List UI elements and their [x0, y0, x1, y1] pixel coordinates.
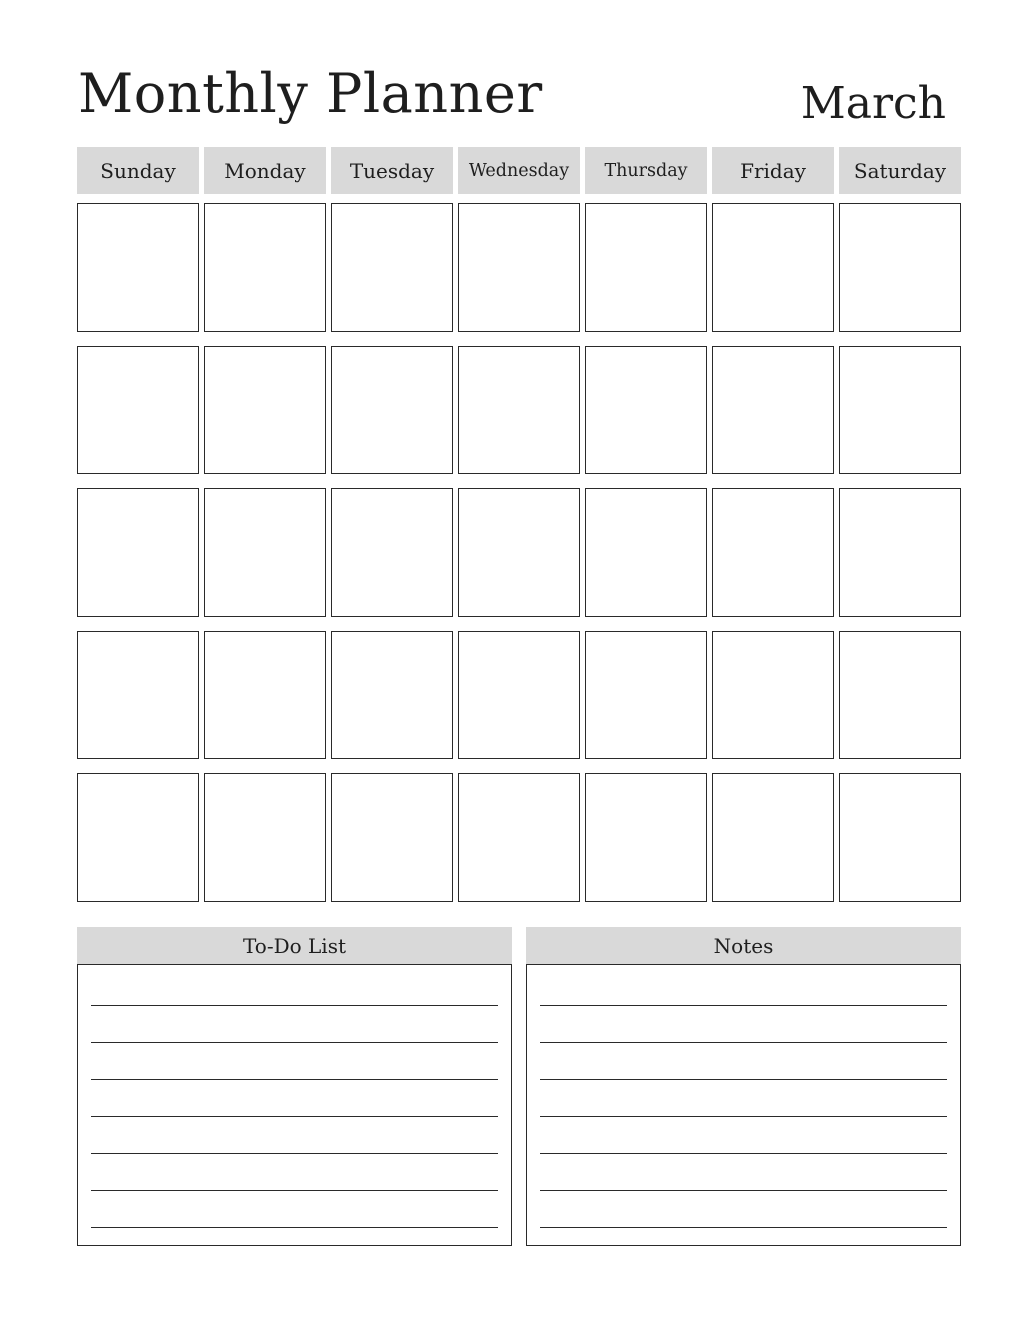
day-cell — [204, 773, 326, 902]
notes-writing-line — [540, 1079, 947, 1080]
day-cell — [712, 631, 834, 760]
day-cell — [331, 488, 453, 617]
weekday-header-wednesday: Wednesday — [458, 147, 580, 194]
day-cell — [331, 203, 453, 332]
day-cell — [77, 488, 199, 617]
todo-writing-line — [91, 1079, 498, 1080]
day-cell — [712, 773, 834, 902]
weekday-header-saturday: Saturday — [839, 147, 961, 194]
day-cell — [712, 346, 834, 475]
todo-writing-line — [91, 1116, 498, 1117]
day-cell — [331, 631, 453, 760]
day-cell — [585, 346, 707, 475]
weekday-header-tuesday: Tuesday — [331, 147, 453, 194]
day-cell — [458, 773, 580, 902]
day-cell — [331, 773, 453, 902]
notes-writing-line — [540, 1153, 947, 1154]
day-cell — [204, 346, 326, 475]
todo-writing-line — [91, 1005, 498, 1006]
todo-writing-line — [91, 1153, 498, 1154]
notes-writing-line — [540, 1042, 947, 1043]
todo-list-header: To-Do List — [77, 927, 512, 964]
weekday-header-row — [77, 147, 961, 194]
weekday-header-thursday: Thursday — [585, 147, 707, 194]
day-cell — [712, 488, 834, 617]
notes-body — [526, 964, 961, 1246]
day-cell — [839, 631, 961, 760]
notes-writing-line — [540, 1190, 947, 1191]
planner-title: Monthly Planner — [78, 62, 543, 125]
notes-writing-line — [540, 1005, 947, 1006]
month-label: March — [800, 78, 946, 129]
day-cell — [458, 488, 580, 617]
todo-list-body — [77, 964, 512, 1246]
day-cell — [458, 203, 580, 332]
day-cell — [458, 346, 580, 475]
day-cell — [77, 203, 199, 332]
day-cell — [458, 631, 580, 760]
day-cell — [77, 346, 199, 475]
day-cell — [712, 203, 834, 332]
weekday-header-friday: Friday — [712, 147, 834, 194]
notes-header: Notes — [526, 927, 961, 964]
day-cell — [839, 773, 961, 902]
notes-writing-line — [540, 1227, 947, 1228]
day-cell — [839, 203, 961, 332]
todo-writing-line — [91, 1227, 498, 1228]
day-cell — [77, 773, 199, 902]
day-cell — [839, 346, 961, 475]
day-cell — [204, 631, 326, 760]
calendar-grid — [77, 203, 961, 902]
day-cell — [585, 488, 707, 617]
day-cell — [585, 773, 707, 902]
notes-writing-line — [540, 1116, 947, 1117]
day-cell — [204, 203, 326, 332]
day-cell — [331, 346, 453, 475]
notes-panel — [526, 927, 961, 1246]
weekday-header-sunday: Sunday — [77, 147, 199, 194]
weekday-header-monday: Monday — [204, 147, 326, 194]
todo-writing-line — [91, 1042, 498, 1043]
day-cell — [839, 488, 961, 617]
day-cell — [204, 488, 326, 617]
todo-writing-line — [91, 1190, 498, 1191]
day-cell — [585, 631, 707, 760]
todo-list-panel — [77, 927, 512, 1246]
day-cell — [77, 631, 199, 760]
day-cell — [585, 203, 707, 332]
